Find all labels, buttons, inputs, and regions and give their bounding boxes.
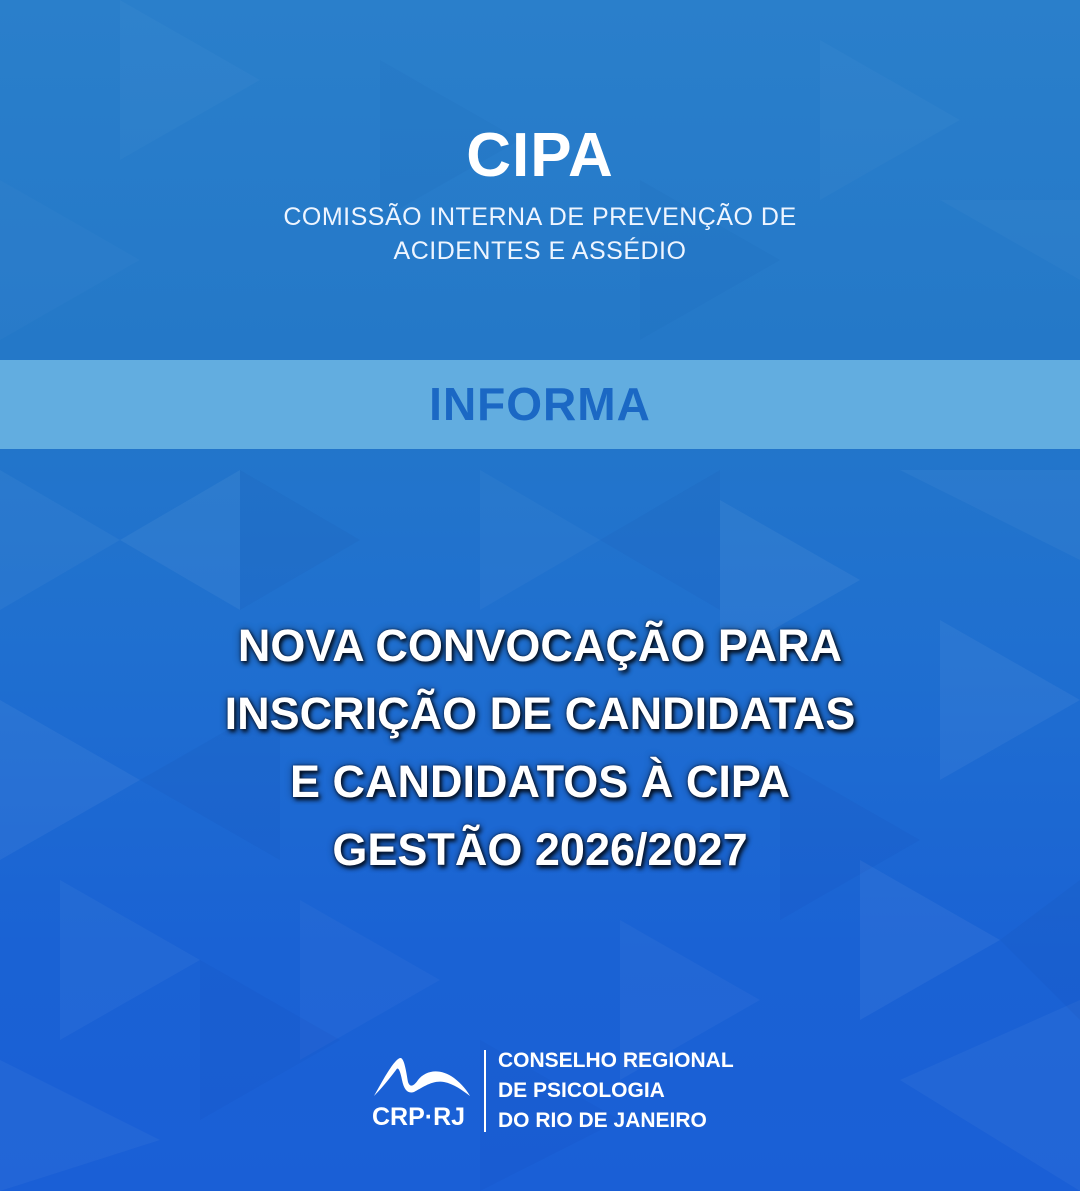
headline-line: NOVA CONVOCAÇÃO PARA bbox=[237, 620, 843, 671]
subtitle-line: ACIDENTES E ASSÉDIO bbox=[393, 237, 687, 265]
headline-line: E CANDIDATOS À CIPA bbox=[289, 756, 791, 807]
mountain-arc-logo-icon bbox=[370, 1048, 472, 1103]
footer-logo bbox=[360, 1040, 740, 1140]
page-title: CIPA bbox=[466, 121, 614, 190]
org-line: CONSELHO REGIONAL bbox=[498, 1049, 734, 1072]
informa-band bbox=[0, 360, 1080, 449]
headline bbox=[140, 612, 940, 884]
headline-line: GESTÃO 2026/2027 bbox=[332, 824, 748, 875]
informa-label: INFORMA bbox=[429, 378, 651, 430]
org-line: DE PSICOLOGIA bbox=[498, 1079, 665, 1102]
organization-name bbox=[498, 1046, 738, 1136]
headline-line: INSCRIÇÃO DE CANDIDATAS bbox=[224, 688, 856, 739]
page-subtitle bbox=[190, 200, 890, 268]
header-section bbox=[0, 0, 1080, 360]
subtitle-line: COMISSÃO INTERNA DE PREVENÇÃO DE bbox=[283, 203, 797, 231]
logo-divider bbox=[484, 1050, 486, 1132]
logo-acronym: CRP·RJ bbox=[372, 1103, 466, 1131]
org-line: DO RIO DE JANEIRO bbox=[498, 1109, 707, 1132]
